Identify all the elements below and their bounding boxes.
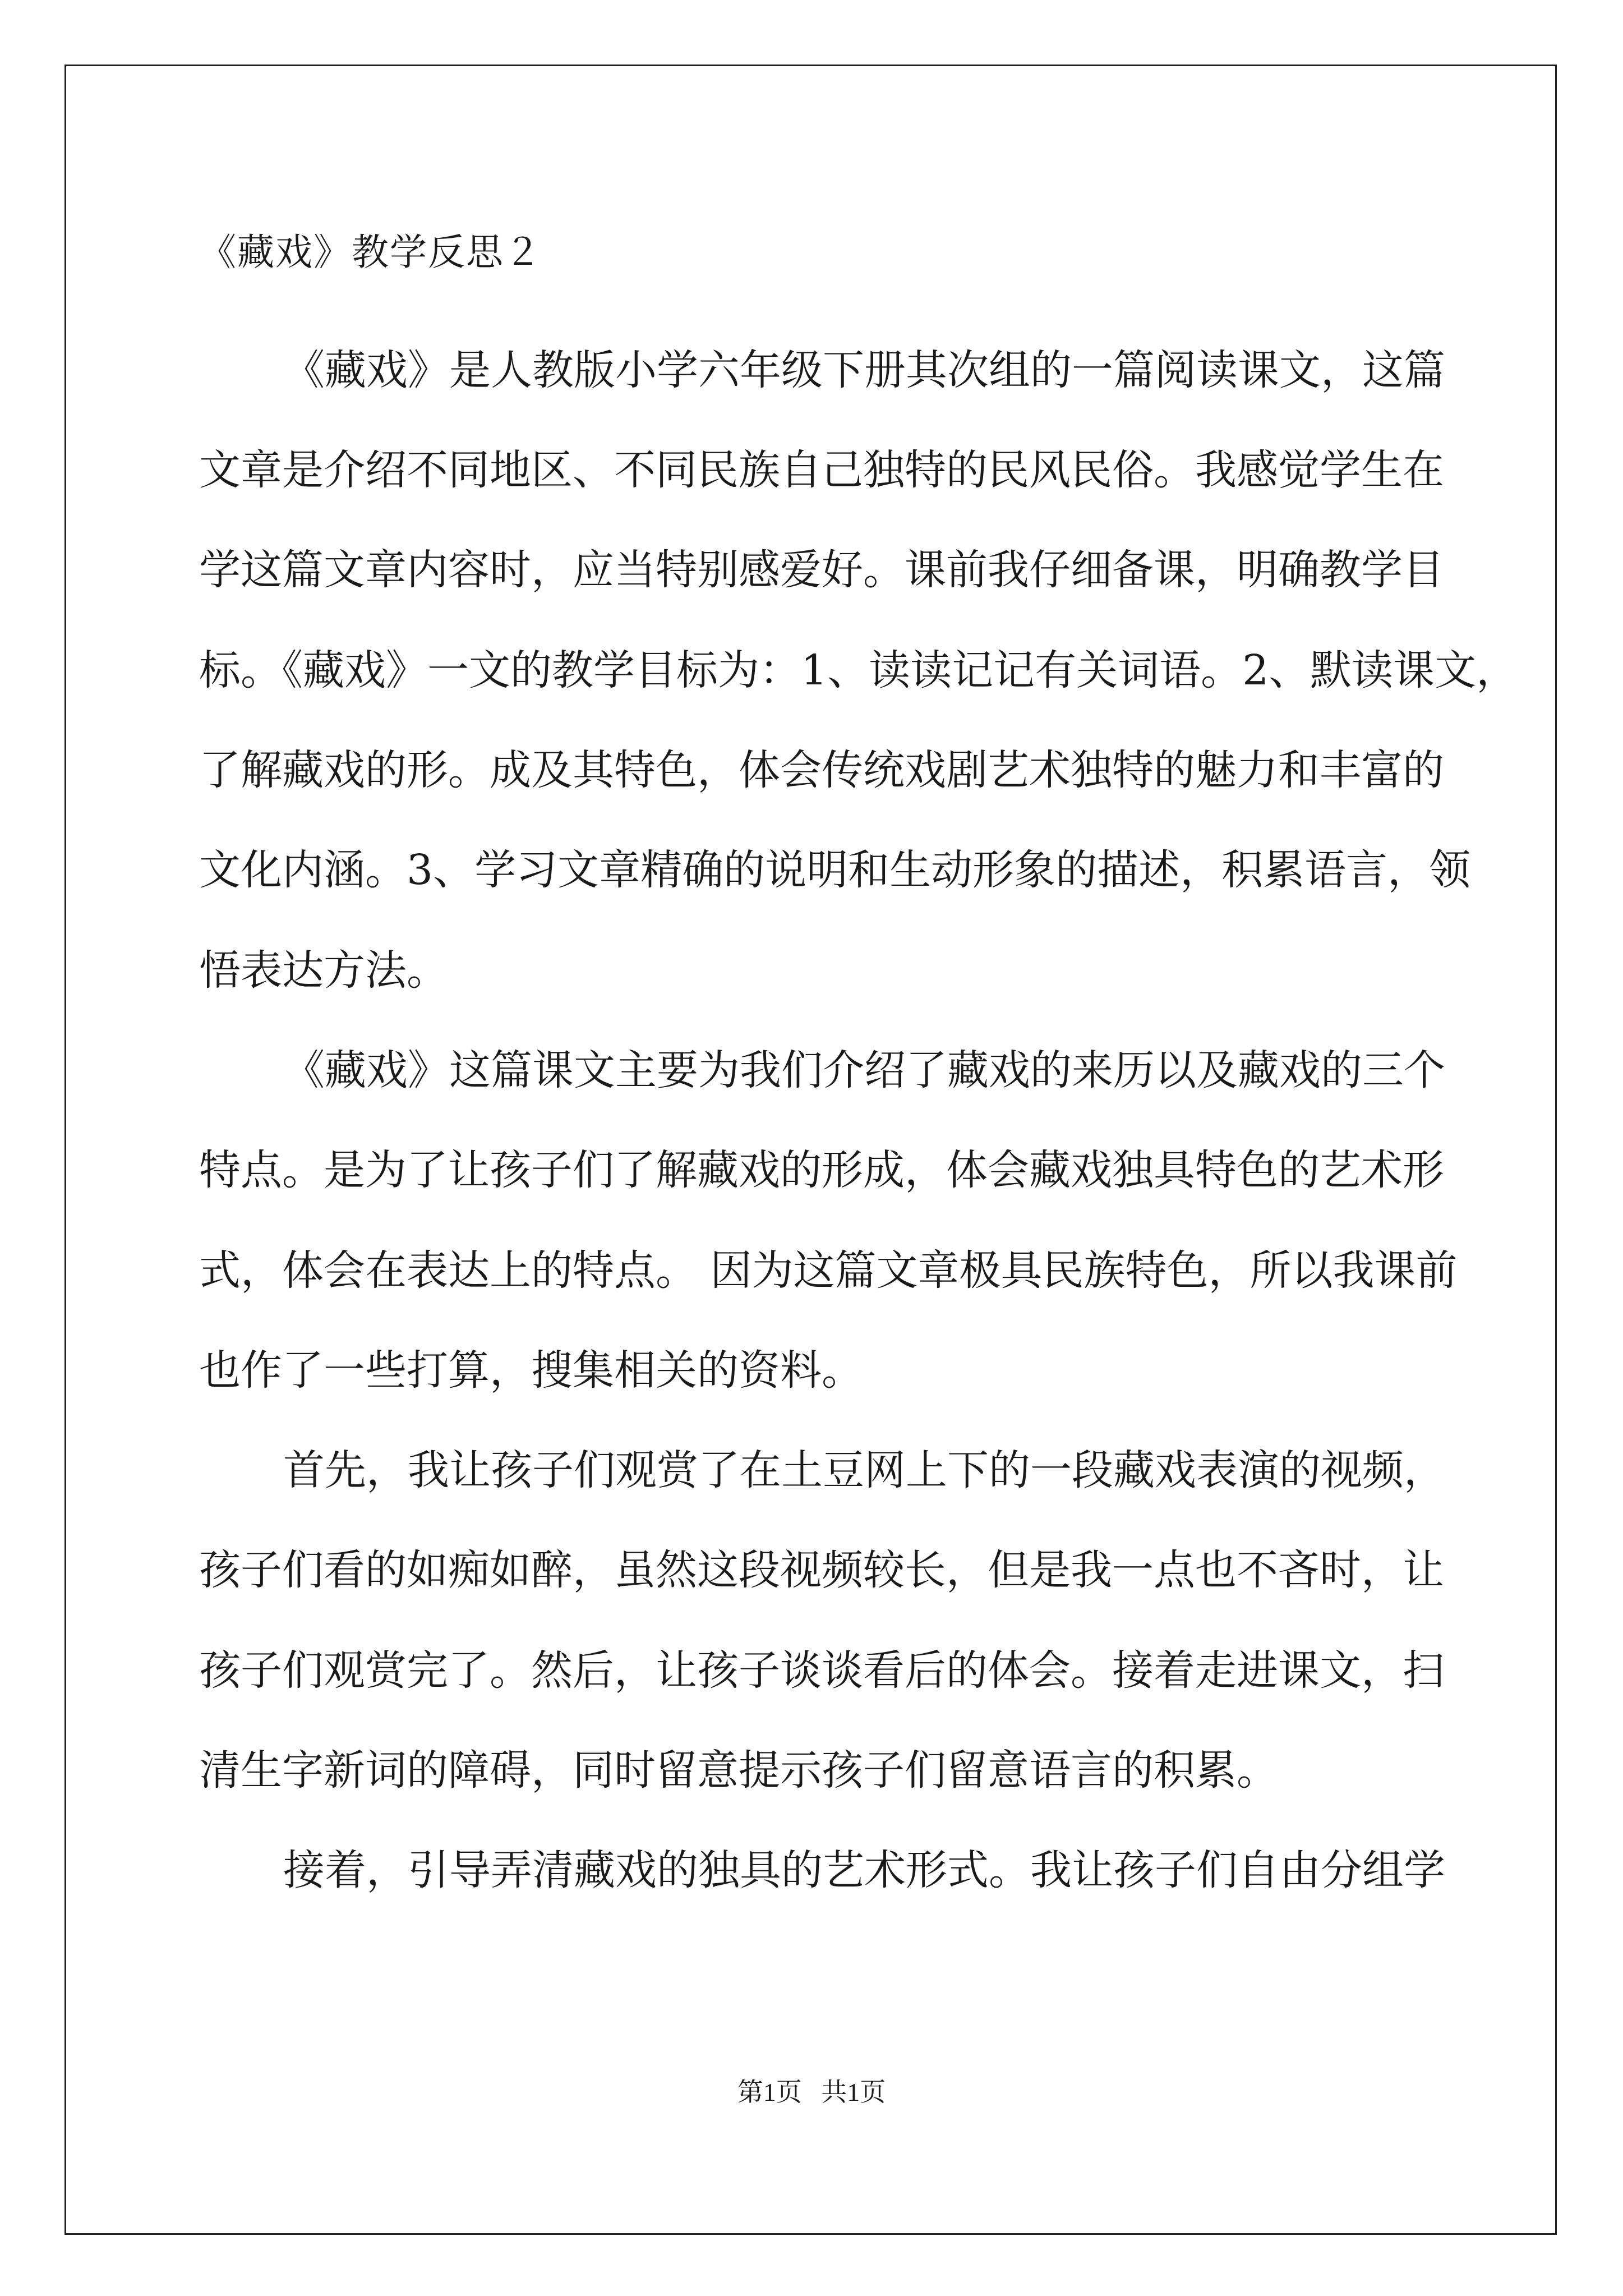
paragraph-1-line-7: 悟表达方法。 [199, 946, 448, 995]
paragraph-2-line-4: 也作了一些打算，搜集相关的资料。 [199, 1346, 863, 1395]
paragraph-1-line-5: 了解藏戏的形。成及其特色，体会传统戏剧艺术独特的魅力和丰富的 [199, 746, 1444, 794]
paragraph-2-line-2: 特点。是为了让孩子们了解藏戏的形成，体会藏戏独具特色的艺术形 [199, 1146, 1444, 1194]
document-title: 《藏戏》教学反思２ [199, 231, 542, 274]
paragraph-2-line-1: 《藏戏》这篇课文主要为我们介绍了藏戏的来历以及藏戏的三个 [283, 1046, 1445, 1094]
paragraph-3-line-3: 孩子们观赏完了。然后，让孩子谈谈看后的体会。接着走进课文，扫 [199, 1646, 1444, 1695]
paragraph-1-line-2: 文章是介绍不同地区、不同民族自己独特的民风民俗。我感觉学生在 [199, 446, 1444, 494]
paragraph-1-line-3: 学这篇文章内容时，应当特别感爱好。课前我仔细备课，明确教学目 [199, 546, 1444, 594]
page-number-footer: 第1页 共1页 [737, 2078, 886, 2106]
paragraph-3-line-4: 清生字新词的障碍，同时留意提示孩子们留意语言的积累。 [199, 1746, 1278, 1795]
paragraph-1-line-6: 文化内涵。3、学习文章精确的说明和生动形象的描述，积累语言，领 [199, 846, 1471, 894]
paragraph-3-line-2: 孩子们看的如痴如醉，虽然这段视频较长，但是我一点也不吝时，让 [199, 1546, 1444, 1594]
paragraph-2-line-3: 式，体会在表达上的特点。 因为这篇文章极具民族特色，所以我课前 [199, 1246, 1458, 1295]
paragraph-1-line-1: 《藏戏》是人教版小学六年级下册其次组的一篇阅读课文，这篇 [283, 346, 1445, 394]
paragraph-3-line-1: 首先，我让孩子们观赏了在土豆网上下的一段藏戏表演的视频， [283, 1446, 1445, 1494]
paragraph-1-line-4: 标。《藏戏》一文的教学目标为：1、读读记记有关词语。2、默读课文， [199, 646, 1518, 694]
paragraph-4-line-1: 接着，引导弄清藏戏的独具的艺术形式。我让孩子们自由分组学 [283, 1846, 1445, 1894]
